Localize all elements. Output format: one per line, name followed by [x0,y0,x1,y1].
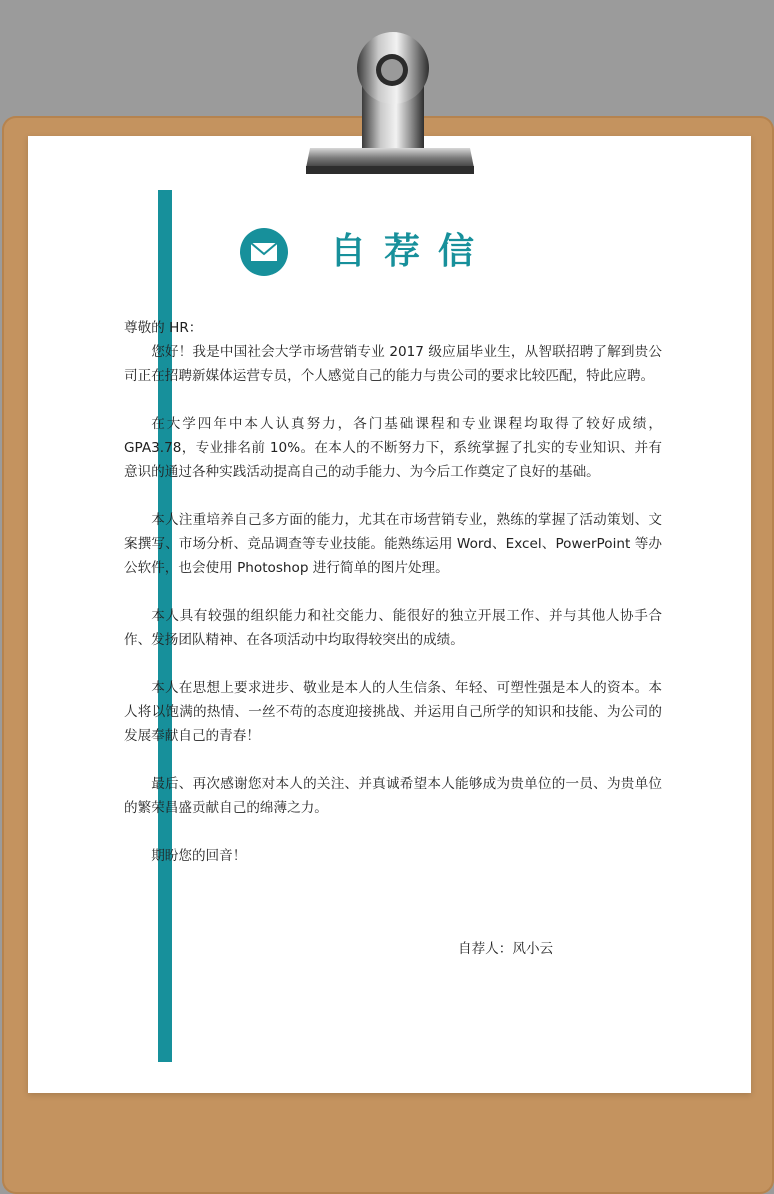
paragraph: 本人具有较强的组织能力和社交能力、能很好的独立开展工作、并与其他人协手合作、发扬团队精神、在各项活动中均取得较突出的成绩。 [124,608,662,648]
page-title: 自荐信 [330,231,493,272]
closing-line: 期盼您的回音！ [151,848,247,864]
paragraph: 在大学四年中本人认真努力，各门基础课程和专业课程均取得了较好成绩，GPA3.78，专业排名前 10%。在本人的不断努力下，系统掌握了扎实的专业知识、并有意识的通过各种实践活动提高自己的动手能力、为今后工作奠定了良好的基础。 [124,416,662,480]
signature: 自荐人：风小云 [458,941,554,957]
greeting: 尊敬的 HR： [124,320,203,336]
paragraph: 最后、再次感谢您对本人的关注、并真诚希望本人能够成为贵单位的一员、为贵单位的繁荣昌盛贡献自己的绵薄之力。 [124,776,662,816]
title-block [240,226,540,282]
paragraph: 本人在思想上要求进步、敬业是本人的人生信条、年轻、可塑性强是本人的资本。本人将以饱满的热情、一丝不苟的态度迎接挑战、并运用自己所学的知识和技能、为公司的发展奉献自己的青春！ [124,680,662,744]
envelope-icon [240,228,288,276]
binder-clip-icon [300,20,480,180]
letter-body [124,316,662,868]
paragraph: 您好！我是中国社会大学市场营销专业 2017 级应届毕业生，从智联招聘了解到贵公司正在招聘新媒体运营专员，个人感觉自己的能力与贵公司的要求比较匹配，特此应聘。 [124,344,662,384]
paragraph: 本人注重培养自己多方面的能力，尤其在市场营销专业，熟练的掌握了活动策划、文案撰写、市场分析、竞品调查等专业技能。能熟练运用 Word、Excel、PowerPoint 等办公软件，也会使用 Photoshop 进行简单的图片处理。 [124,512,662,576]
